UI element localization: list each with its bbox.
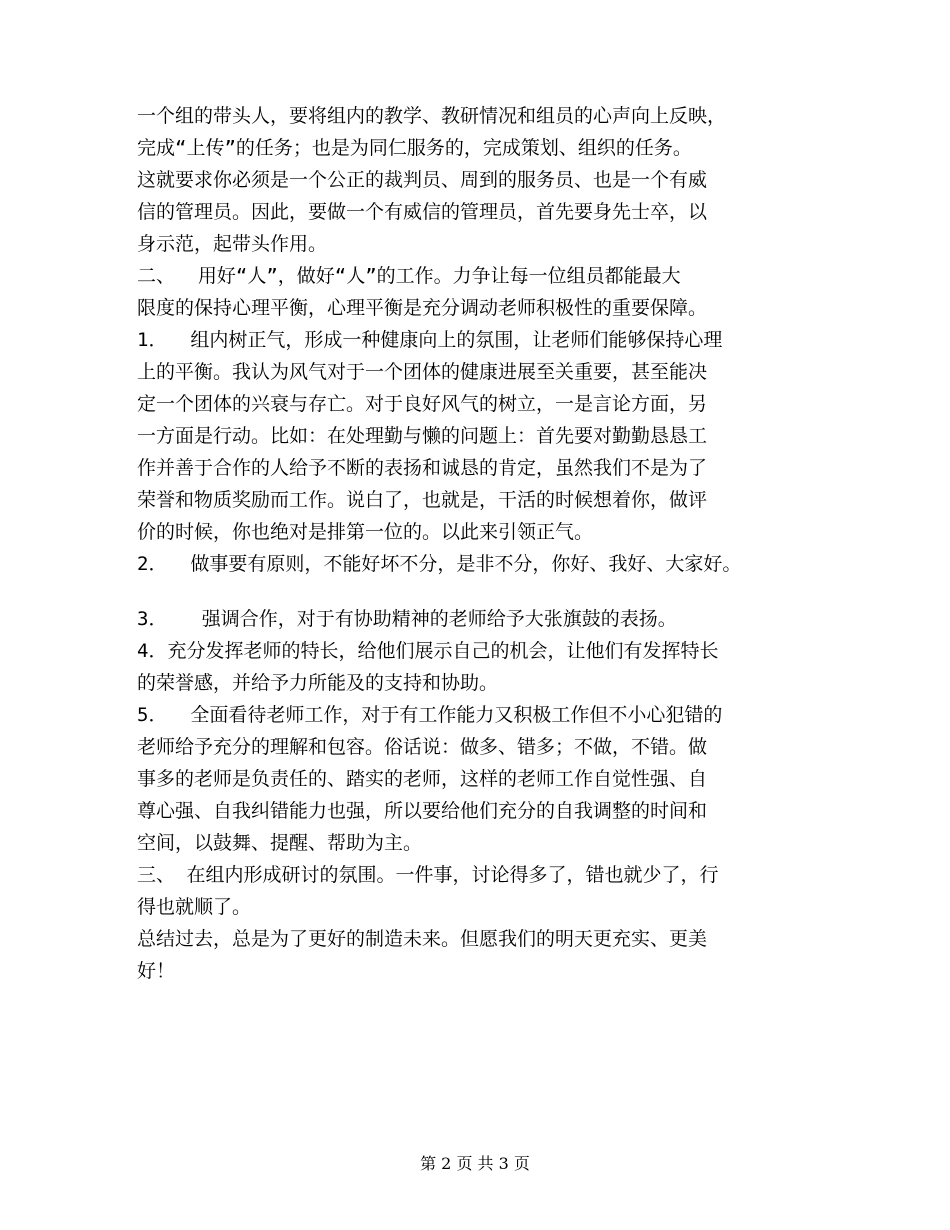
list-item-1: 1． 组内树正气，形成一种健康向上的氛围，让老师们能够保持心理 — [137, 329, 723, 351]
text-line: 得也就顺了。 — [137, 896, 252, 918]
text-line: 作并善于合作的人给予不断的表扬和诚恳的肯定，虽然我们不是为了 — [137, 457, 708, 479]
section-heading-2: 二、 用好“人”，做好“人”的工作。力争让每一位组员都能最大 — [137, 265, 681, 287]
text-line: 总结过去，总是为了更好的制造未来。但愿我们的明天更充实、更美 — [137, 928, 708, 950]
text-line: 事多的老师是负责任的、踏实的老师，这样的老师工作自觉性强、自 — [137, 768, 708, 790]
text-line: 荣誉和物质奖励而工作。说白了，也就是，干活的时候想着你，做评 — [137, 489, 708, 511]
text-line: 限度的保持心理平衡，心理平衡是充分调动老师积极性的重要保障。 — [137, 297, 708, 319]
text-line: 身示范，起带头作用。 — [137, 233, 328, 255]
list-item-2: 2． 做事要有原则，不能好坏不分，是非不分，你好、我好、大家好。 — [137, 553, 742, 575]
text-line: 上的平衡。我认为风气对于一个团体的健康进展至关重要，甚至能决 — [137, 361, 708, 383]
text-line: 一个组的带头人，要将组内的教学、教研情况和组员的心声向上反映， — [137, 105, 727, 127]
text-line: 好！ — [137, 960, 176, 982]
text-line: 空间，以鼓舞、提醒、帮助为主。 — [137, 832, 423, 854]
text-line: 信的管理员。因此，要做一个有威信的管理员，首先要身先士卒，以 — [137, 201, 708, 223]
list-item-5: 5． 全面看待老师工作，对于有工作能力又积极工作但不小心犯错的 — [137, 704, 723, 726]
list-item-4: 4．充分发挥老师的特长，给他们展示自己的机会，让他们有发挥特长 — [137, 640, 719, 662]
blank-line — [137, 580, 827, 603]
document-body — [137, 100, 827, 987]
section-heading-3: 三、 在组内形成研讨的氛围。一件事，讨论得多了，错也就少了，行 — [137, 864, 719, 886]
text-line: 价的时候，你也绝对是排第一位的。以此来引领正气。 — [137, 521, 594, 543]
text-line: 的荣誉感，并给予力所能及的支持和协助。 — [137, 672, 499, 694]
text-line: 完成“上传”的任务；也是为同仁服务的，完成策划、组织的任务。 — [137, 137, 692, 159]
page-number-footer: 第 2 页 共 3 页 — [420, 1154, 530, 1173]
list-item-3: 3． 强调合作，对于有协助精神的老师给予大张旗鼓的表扬。 — [137, 608, 677, 630]
text-line: 尊心强、自我纠错能力也强，所以要给他们充分的自我调整的时间和 — [137, 800, 708, 822]
text-line: 老师给予充分的理解和包容。俗话说：做多、错多；不做，不错。做 — [137, 736, 708, 758]
text-line: 定一个团体的兴衰与存亡。对于良好风气的树立，一是言论方面，另 — [137, 393, 708, 415]
text-line: 这就要求你必须是一个公正的裁判员、周到的服务员、也是一个有威 — [137, 169, 708, 191]
text-line: 一方面是行动。比如：在处理勤与懒的问题上：首先要对勤勤恳恳工 — [137, 425, 708, 447]
